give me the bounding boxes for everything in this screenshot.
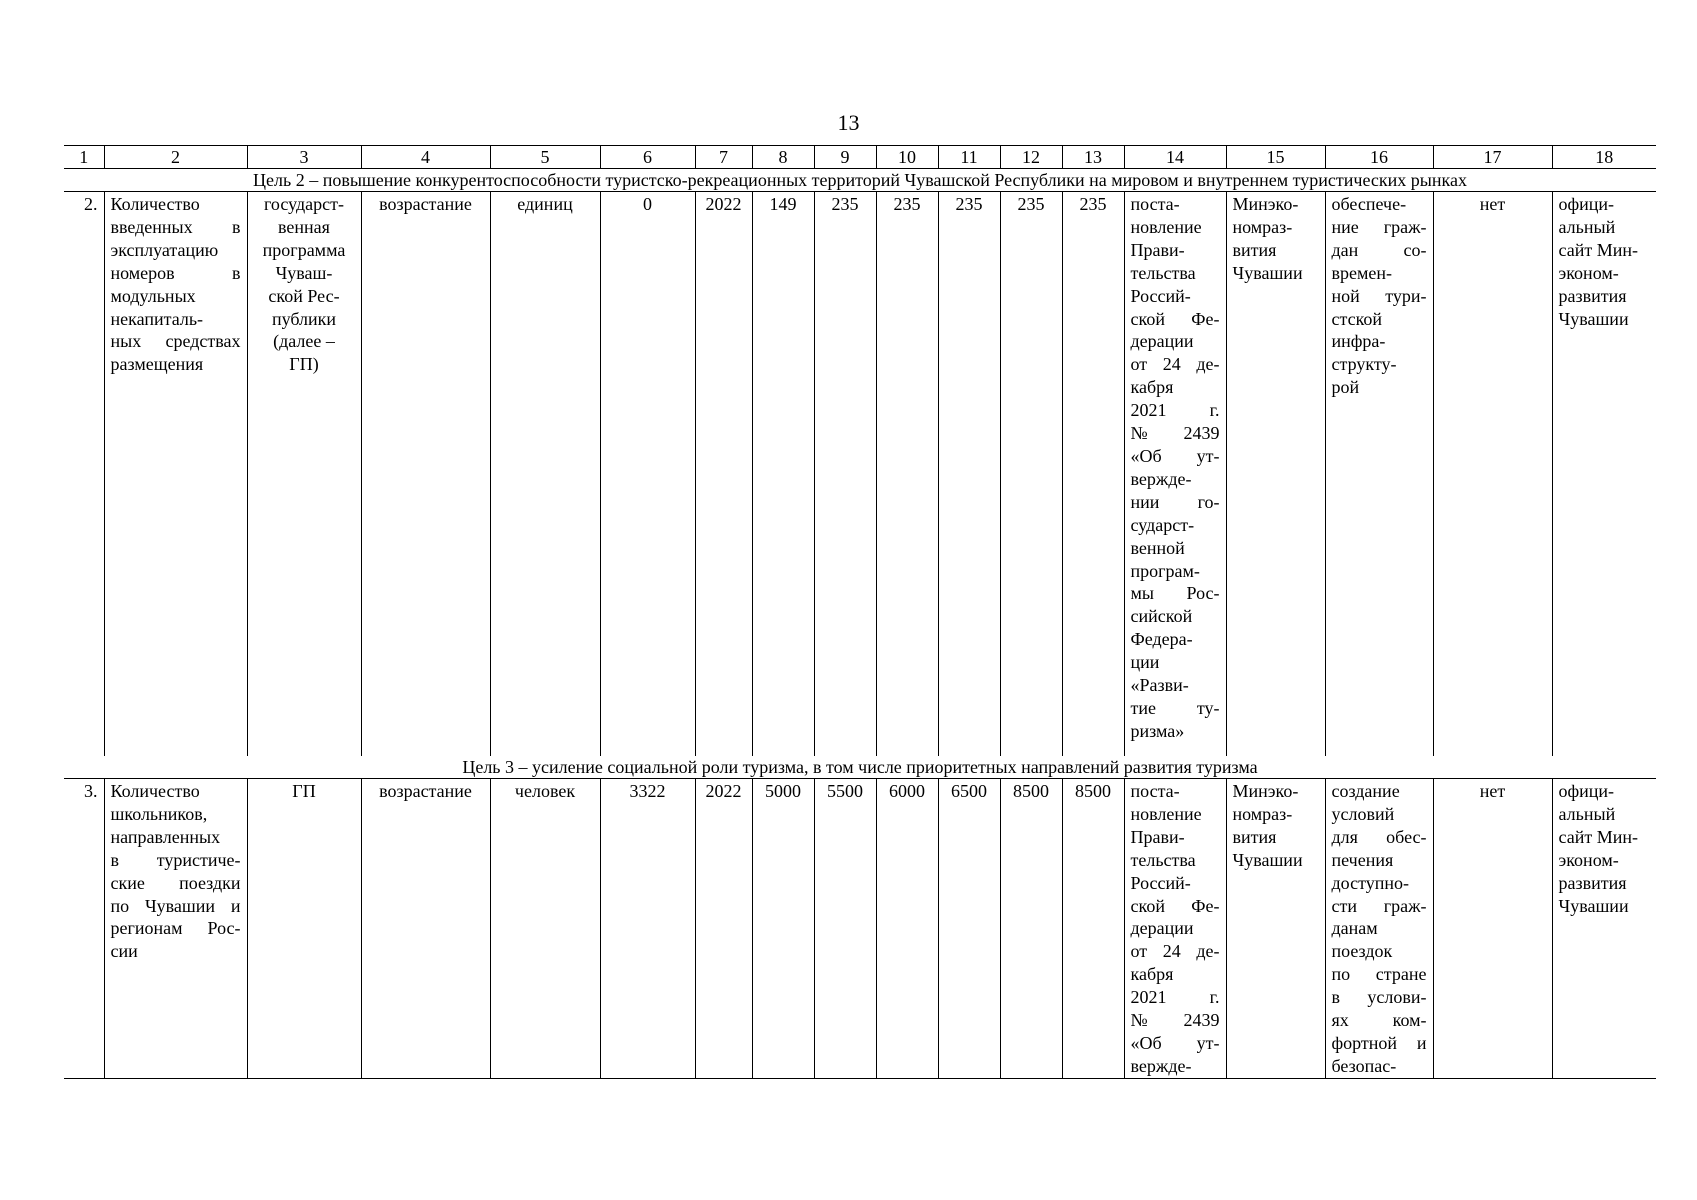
goal-2-row [64,169,1656,192]
legal-act-line: Прави- [1130,239,1185,260]
related-goal-line: обеспече- [1331,194,1407,214]
data-source-line: альный [1558,803,1616,824]
base-value: 3322 [600,779,695,1079]
info-system: нет [1433,192,1552,757]
column-number-15: 15 [1226,146,1325,169]
legal-act-line: № 2439 [1130,1010,1220,1031]
indicator-name [104,192,247,757]
legal-act-line: 2021 г. [1130,400,1220,421]
document-name-line: ГП) [289,354,319,375]
column-number-17: 17 [1433,146,1552,169]
column-number-row [64,146,1656,169]
value-col-9: 5500 [814,779,876,1079]
legal-act-line: мы Рос- [1130,583,1220,604]
document-name: ГП [247,779,361,1079]
related-goal-line: в услови- [1331,987,1427,1008]
legal-act-line: «Об ут- [1130,1032,1220,1053]
page-number: 13 [837,110,860,135]
base-value: 0 [600,192,695,757]
value-col-11: 235 [938,192,1000,757]
document-name-line: венная [278,216,330,237]
indicator-name-line: в туристиче- [110,849,241,870]
unit: единиц [490,192,600,757]
indicator-name-line: Количество [110,194,200,214]
related-goal-line: ние граж- [1331,216,1427,237]
data-source [1552,779,1656,1079]
related-goal [1325,779,1433,1079]
row-number: 2. [64,192,104,757]
base-year: 2022 [695,779,752,1079]
indicator-name-line: ных средствах [110,331,241,352]
value-col-9: 235 [814,192,876,757]
legal-act-line: тельства [1130,262,1196,283]
data-source-line: офици- [1558,781,1615,801]
legal-act-line: поста- [1130,194,1180,214]
related-goal-line: структу- [1331,354,1397,375]
legal-act-line: Прави- [1130,826,1185,847]
data-source-line: альный [1558,216,1616,237]
data-source-line: Чувашии [1558,308,1629,329]
indicator-name-line: регионам Рос- [110,918,241,939]
trend: возрастание [361,192,490,757]
related-goal-line: создание [1331,781,1400,801]
indicators-table [64,145,1656,1079]
column-number-13: 13 [1062,146,1124,169]
responsible-body-line: номраз- [1232,216,1293,237]
document-name [247,192,361,757]
related-goal-line: стской [1331,308,1383,329]
column-number-6: 6 [600,146,695,169]
value-col-8: 149 [752,192,814,757]
legal-act [1124,779,1226,1079]
data-source-line: Чувашии [1558,895,1629,916]
related-goal-line: ной тури- [1331,285,1427,306]
value-col-11: 6500 [938,779,1000,1079]
legal-act-line: от 24 де- [1130,941,1220,962]
related-goal-line: по стране [1331,964,1427,985]
related-goal-line: дан со- [1331,239,1427,260]
column-number-1: 1 [64,146,104,169]
indicator-name [104,779,247,1079]
column-number-14: 14 [1124,146,1226,169]
column-number-11: 11 [938,146,1000,169]
base-year: 2022 [695,192,752,757]
legal-act-line: сийской [1130,606,1193,627]
responsible-body-line: Минэко- [1232,781,1299,801]
responsible-body-line: Чувашии [1232,849,1303,870]
responsible-body-line: вития [1232,239,1277,260]
data-source-line: развития [1558,872,1627,893]
related-goal-line: времен- [1331,262,1392,283]
column-number-16: 16 [1325,146,1433,169]
related-goal-line: ях ком- [1331,1010,1427,1031]
related-goal-line: сти граж- [1331,895,1427,916]
table-row [64,779,1656,1079]
legal-act-line: Федера- [1130,629,1193,650]
related-goal-line: фортной и [1331,1032,1427,1053]
document-name-line: программа [262,239,346,260]
legal-act-line: ской Фе- [1130,895,1220,916]
document-name-line: государст- [264,194,344,214]
legal-act-line: дерации [1130,918,1194,939]
legal-act-line: № 2439 [1130,423,1220,444]
related-goal-line: инфра- [1331,331,1386,352]
value-col-13: 235 [1062,192,1124,757]
column-number-18: 18 [1552,146,1656,169]
legal-act-line: програм- [1130,560,1200,581]
legal-act-line: ризма» [1130,720,1185,741]
legal-act-line: сударст- [1130,514,1195,535]
value-col-10: 235 [876,192,938,757]
related-goal-line: условий [1331,803,1395,824]
legal-act-line: тие ту- [1130,697,1220,718]
related-goal-line: рой [1331,377,1360,398]
legal-act-line: ции [1130,652,1160,673]
indicator-name-line: размещения [110,354,204,375]
value-col-10: 6000 [876,779,938,1079]
column-number-5: 5 [490,146,600,169]
value-col-12: 8500 [1000,779,1062,1079]
responsible-body-line: Чувашии [1232,262,1303,283]
column-number-3: 3 [247,146,361,169]
column-number-7: 7 [695,146,752,169]
unit: человек [490,779,600,1079]
responsible-body-line: Минэко- [1232,194,1299,214]
column-number-4: 4 [361,146,490,169]
legal-act-line: ской Фе- [1130,308,1220,329]
value-col-12: 235 [1000,192,1062,757]
related-goal-line: безопас- [1331,1055,1397,1076]
legal-act-line: вержде- [1130,1055,1192,1076]
legal-act-line: «Об ут- [1130,445,1220,466]
responsible-body [1226,779,1325,1079]
related-goal-line: доступно- [1331,872,1409,893]
related-goal [1325,192,1433,757]
column-number-12: 12 [1000,146,1062,169]
legal-act-line: новление [1130,803,1202,824]
goal-2-title: Цель 2 – повышение конкурентоспособности туристско-рекреационных территорий Чувашской Республики на мировом и внутреннем туристических рынках [64,169,1656,192]
data-source-line: офици- [1558,194,1615,214]
data-source-line: развития [1558,285,1627,306]
legal-act-line: Россий- [1130,285,1191,306]
document-name-line: публики [271,308,337,329]
data-source-line: эконом- [1558,849,1619,870]
table-row [64,192,1656,757]
document-name-line: Чуваш- [275,262,333,283]
legal-act-line: новление [1130,216,1202,237]
indicator-name-line: Количество [110,781,200,801]
legal-act-line: кабря [1130,377,1174,398]
indicator-name-line: сии [110,941,138,962]
legal-act-line: Россий- [1130,872,1191,893]
goal-3-title: Цель 3 – усиление социальной роли туризма, в том числе приоритетных направлений развития туризма [64,756,1656,779]
responsible-body [1226,192,1325,757]
legal-act-line: 2021 г. [1130,987,1220,1008]
related-goal-line: для обес- [1331,826,1427,847]
responsible-body-line: вития [1232,826,1277,847]
indicator-name-line: ские поездки [110,872,241,893]
indicator-name-line: модульных [110,285,196,306]
indicator-name-line: номеров в [110,262,241,283]
legal-act-line: тельства [1130,849,1196,870]
related-goal-line: данам [1331,918,1378,939]
legal-act-line: поста- [1130,781,1180,801]
indicator-name-line: некапиталь- [110,308,204,329]
row-number: 3. [64,779,104,1079]
document-name-line: (далее – [273,331,335,352]
legal-act [1124,192,1226,757]
legal-act-line: дерации [1130,331,1194,352]
related-goal-line: поездок [1331,941,1393,962]
document-name-line: ской Рес- [268,285,340,306]
legal-act-line: кабря [1130,964,1174,985]
indicator-name-line: введенных в [110,216,241,237]
indicator-name-line: эксплуатацию [110,239,219,260]
indicator-name-line: школьников, [110,803,208,824]
responsible-body-line: номраз- [1232,803,1293,824]
data-source [1552,192,1656,757]
value-col-13: 8500 [1062,779,1124,1079]
related-goal-line: печения [1331,849,1394,870]
info-system: нет [1433,779,1552,1079]
column-number-2: 2 [104,146,247,169]
value-col-8: 5000 [752,779,814,1079]
column-number-8: 8 [752,146,814,169]
data-source-line: сайт Мин- [1558,239,1638,260]
column-number-9: 9 [814,146,876,169]
trend: возрастание [361,779,490,1079]
legal-act-line: «Разви- [1130,675,1189,696]
legal-act-line: венной [1130,537,1185,558]
legal-act-line: вержде- [1130,468,1192,489]
legal-act-line: нии го- [1130,491,1220,512]
data-source-line: сайт Мин- [1558,826,1638,847]
data-source-line: эконом- [1558,262,1619,283]
indicator-name-line: направленных [110,826,221,847]
goal-3-row [64,756,1656,779]
indicator-name-line: по Чувашии и [110,895,241,916]
legal-act-line: от 24 де- [1130,354,1220,375]
column-number-10: 10 [876,146,938,169]
